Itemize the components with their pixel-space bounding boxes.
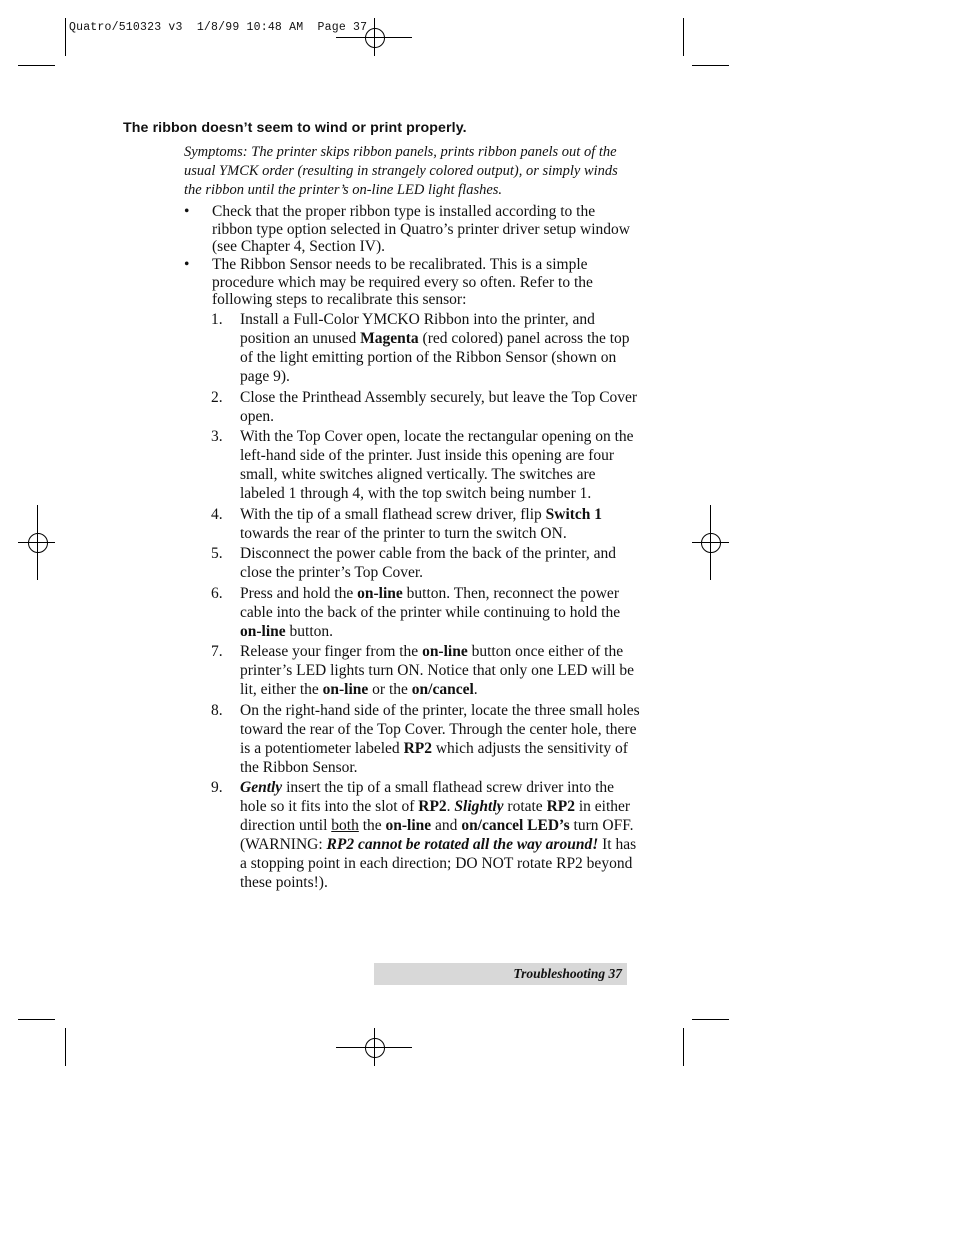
step-item — [211, 701, 641, 777]
step-item — [211, 310, 641, 386]
step-text: (red colored) panel across the top of the light emitting portion of the Ribbon Sensor (shown on page 9). — [240, 330, 630, 385]
step-text: insert the tip of a small flathead screw driver into the hole so it fits into the slot of — [240, 779, 615, 815]
step-text: rotate — [503, 798, 547, 815]
step-text: towards the rear of the printer to turn the switch ON. — [240, 524, 567, 542]
crop-mark — [18, 1019, 55, 1020]
bullet-symbol: • — [184, 256, 190, 273]
step-text: On the right-hand side of the printer, locate the three small holes toward the rear of the Top Cover. Through the center hole, there is a potentiometer labeled — [240, 701, 640, 757]
bullet-symbol: • — [184, 203, 190, 220]
step-number: 4. — [211, 505, 223, 523]
step-number: 3. — [211, 428, 223, 445]
step-number: 8. — [211, 701, 223, 719]
crop-mark — [683, 1028, 684, 1066]
section-heading: The ribbon doesn’t seem to wind or print properly. — [123, 120, 467, 136]
step-item — [211, 544, 641, 582]
step-text: Close the Printhead Assembly securely, but leave the Top Cover open. — [240, 388, 638, 425]
step-text: . — [446, 798, 455, 815]
crop-mark — [65, 1028, 66, 1066]
step-text: or the — [368, 681, 412, 698]
step-bold: Switch 1 — [545, 505, 603, 523]
step-bold: on-line — [357, 584, 403, 602]
step-text: Press and hold the — [240, 584, 358, 602]
page-footer — [374, 963, 627, 985]
step-bold: on/cancel — [411, 681, 474, 698]
step-text: the — [358, 817, 386, 834]
step-text: which adjusts the sensitivity of the Ribbon Sensor. — [240, 739, 628, 776]
step-underline: both — [331, 817, 359, 834]
step-text: Install a Full-Color YMCKO Ribbon into the printer, and position an unused — [240, 311, 595, 347]
step-number: 6. — [211, 584, 223, 602]
step-item — [211, 642, 641, 699]
step-text: Release your finger from the — [240, 643, 423, 660]
step-number: 9. — [211, 779, 223, 796]
step-text: button. — [285, 622, 334, 640]
symptoms-paragraph: Symptoms: The printer skips ribbon panels, prints ribbon panels out of the usual YMCK order (resulting in strangely colored output), or simply winds the ribbon until the printer’s on-line LED light flashes. — [184, 144, 618, 198]
step-item — [211, 427, 641, 503]
recalibration-steps — [211, 310, 641, 894]
step-text: button once either of the printer’s LED lights turn ON. Notice that only one LED will be lit, either the — [240, 643, 635, 698]
step-emphasis: Gently — [240, 779, 283, 796]
step-bold: RP2 — [403, 739, 432, 757]
crop-mark — [65, 18, 66, 56]
step-text: in either direction until — [240, 798, 631, 834]
step-text: With the tip of a small flathead screw driver, flip — [240, 505, 546, 523]
step-number: 2. — [211, 388, 223, 406]
footer-label: Troubleshooting 37 — [513, 966, 622, 981]
crop-mark — [692, 1019, 729, 1020]
step-emphasis: Slightly — [454, 798, 504, 815]
step-bold: on-line — [422, 643, 468, 660]
print-slug: Quatro/510323 v3 1/8/99 10:48 AM Page 37 — [69, 21, 368, 34]
registration-circle — [365, 28, 385, 48]
registration-circle — [365, 1038, 385, 1058]
step-number: 5. — [211, 545, 223, 562]
step-item — [211, 388, 641, 426]
step-bold: RP2 — [546, 798, 575, 815]
step-bold: on-line — [385, 817, 432, 834]
step-warning: RP2 cannot be rotated all the way around! — [326, 836, 599, 853]
crop-mark — [18, 65, 55, 66]
step-number: 7. — [211, 643, 223, 660]
step-number: 1. — [211, 311, 223, 328]
step-text: With the Top Cover open, locate the rectangular opening on the left-hand side of the printer. Just inside this opening are four small, white switches aligned vertically. The switches are labeled 1 through 4, with the top switch being number 1. — [240, 428, 634, 502]
crop-mark — [683, 18, 684, 56]
step-text: It has a stopping point in each direction; DO NOT rotate RP2 beyond these points!). — [240, 836, 637, 891]
bullet-text: The Ribbon Sensor needs to be recalibrated. This is a simple procedure which may be required every so often. Refer to the following steps to recalibrate this sensor: — [212, 256, 593, 309]
step-text: button. Then, reconnect the power cable into the back of the printer while continuing to hold the — [240, 584, 621, 621]
step-text: Disconnect the power cable from the back of the printer, and close the printer’s Top Cover. — [240, 545, 616, 581]
step-bold: RP2 — [418, 798, 447, 815]
step-text: turn OFF. (WARNING: — [240, 817, 634, 853]
step-bold: Magenta — [360, 330, 419, 347]
step-bold: on-line — [240, 622, 286, 640]
step-bold: on-line — [322, 681, 369, 698]
bullet-text: Check that the proper ribbon type is installed according to the ribbon type option selected in Quatro’s printer driver setup window (see Chapter 4, Section IV). — [212, 203, 630, 256]
crop-mark — [692, 65, 729, 66]
step-text: and — [431, 817, 462, 834]
step-text: . — [473, 681, 478, 698]
registration-circle — [701, 533, 721, 553]
step-bold: on/cancel LED’s — [461, 817, 570, 834]
registration-circle — [28, 533, 48, 553]
step-item — [211, 505, 641, 543]
step-item — [211, 584, 641, 641]
step-item — [211, 778, 641, 892]
